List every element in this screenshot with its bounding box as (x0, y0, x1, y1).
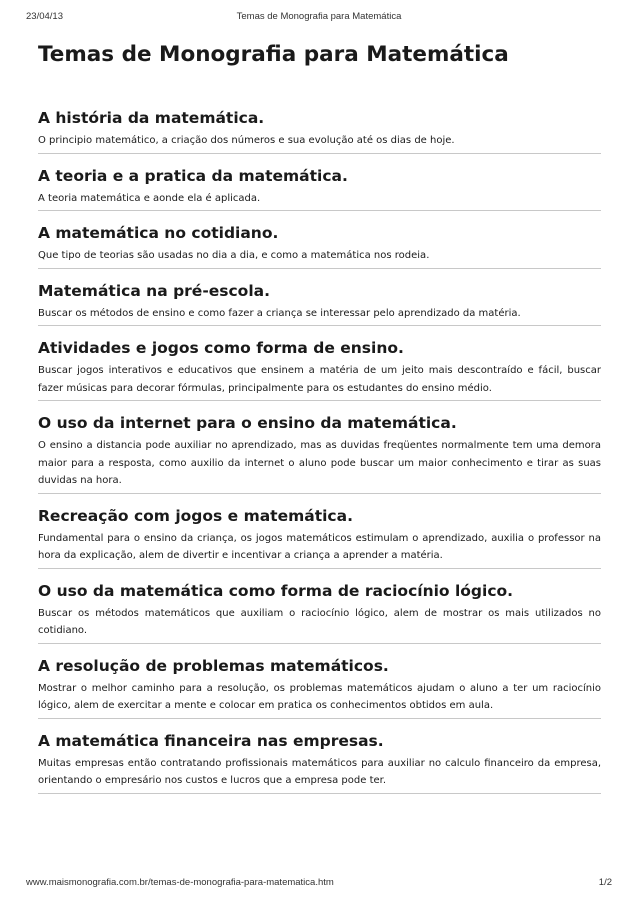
topic-item (38, 338, 601, 401)
topic-item (38, 281, 601, 327)
topic-description: Buscar os métodos matemáticos que auxiliam o raciocínio lógico, alem de mostrar os mais utilizados no cotidiano. (38, 607, 601, 636)
topic-description: A teoria matemática e aonde ela é aplicada. (38, 192, 261, 204)
print-page-title: Temas de Monografia para Matemática (236, 11, 402, 22)
topic-item (38, 166, 601, 212)
topic-heading: A resolução de problemas matemáticos. (38, 656, 389, 675)
topic-item (38, 506, 601, 569)
print-header (26, 11, 612, 25)
topic-item (38, 413, 601, 494)
topic-heading: Matemática na pré-escola. (38, 281, 270, 300)
topic-heading: A matemática no cotidiano. (38, 224, 279, 242)
topic-heading: A história da matemática. (38, 109, 265, 127)
topic-item (38, 656, 601, 719)
topic-heading: O uso da matemática como forma de raciocínio lógico. (38, 581, 514, 600)
topic-description: O ensino a distancia pode auxiliar no aprendizado, mas as duvidas freqüentes normalmente tem uma demora maior para a resposta, como auxilio da internet o aluno pode buscar um maior conhecimento e tirar as suas duvidas na hora. (38, 440, 601, 486)
topic-heading: Atividades e jogos como forma de ensino. (38, 339, 404, 357)
topic-item (38, 581, 601, 644)
topic-description: Buscar os métodos de ensino e como fazer a criança se interessar pelo aprendizado da matéria. (38, 307, 521, 319)
topic-heading: A matemática financeira nas empresas. (38, 731, 384, 750)
topic-heading: O uso da internet para o ensino da matemática. (38, 414, 457, 432)
source-url: www.maismonografia.com.br/temas-de-monografia-para-matematica.htm (26, 877, 334, 888)
page-number: 1/2 (598, 877, 612, 888)
topic-description: Que tipo de teorias são usadas no dia a dia, e como a matemática nos rodeia. (38, 250, 430, 261)
topic-description: Muitas empresas então contratando profissionais matemáticos para auxiliar no calculo financeiro da empresa, orientando o empresário nos custos e lucros que a empresa pode ter. (38, 757, 601, 786)
topic-description: Buscar jogos interativos e educativos que ensinem a matéria de um jeito mais descontraído e fácil, buscar fazer músicas para decorar fórmulas, principalmente para os estudantes do ensino médio. (38, 365, 601, 394)
topic-description: Fundamental para o ensino da criança, os jogos matemáticos estimulam o aprendizado, auxilia o professor na hora da explicação, alem de divertir e incentivar a criança a aprender a matéria. (38, 532, 601, 561)
print-footer (26, 877, 612, 891)
print-date: 23/04/13 (26, 11, 63, 22)
topic-item (38, 731, 601, 794)
topic-description: Mostrar o melhor caminho para a resolução, os problemas matemáticos ajudam o aluno a ter um raciocínio lógico, alem de exercitar a mente e colocar em pratica os conhecimentos obtidos em aula. (38, 682, 601, 711)
topic-list (38, 108, 601, 806)
topic-item (38, 108, 601, 154)
topic-heading: A teoria e a pratica da matemática. (38, 166, 348, 185)
topic-item (38, 223, 601, 269)
topic-heading: Recreação com jogos e matemática. (38, 506, 353, 525)
topic-description: O principio matemático, a criação dos números e sua evolução até os dias de hoje. (38, 135, 455, 146)
document-title: Temas de Monografia para Matemática (38, 42, 509, 67)
